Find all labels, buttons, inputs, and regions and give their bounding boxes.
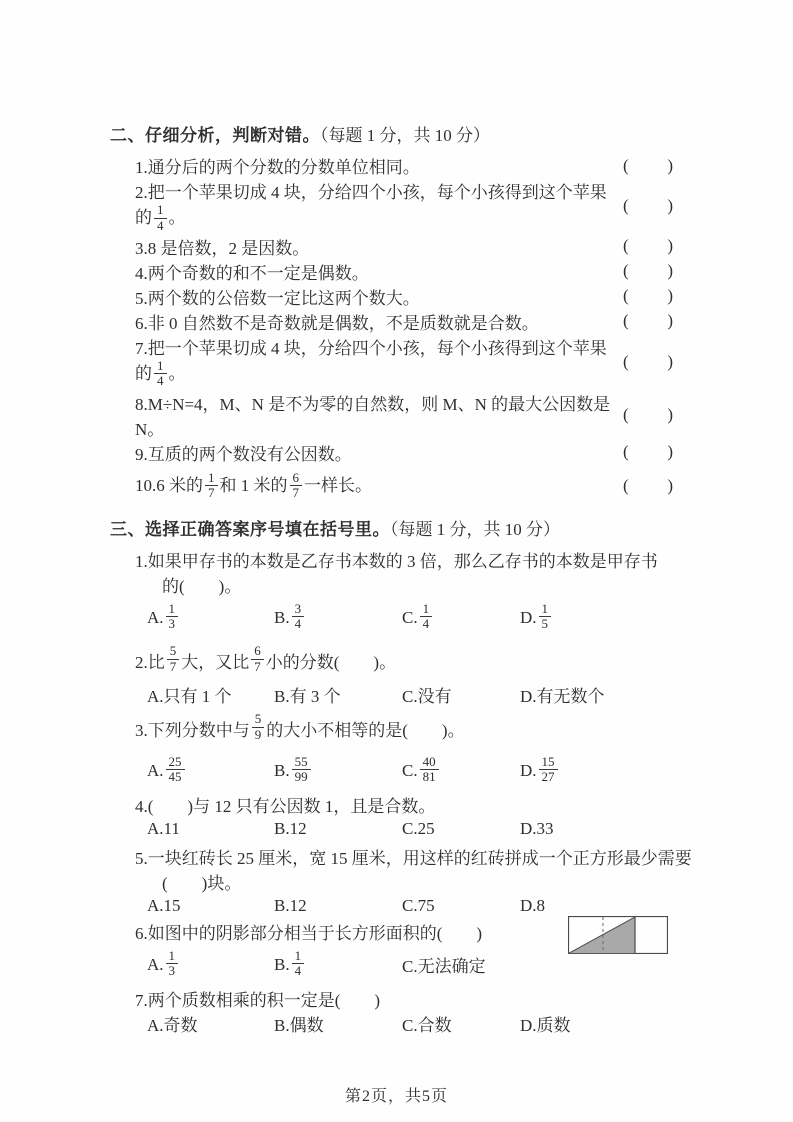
- judgment-items: [135, 153, 693, 508]
- option-d: D.有无数个: [520, 686, 605, 706]
- choice-question-3: [135, 707, 693, 792]
- rectangle-shaded-triangle-figure: [568, 916, 668, 959]
- bracket-open: (: [623, 236, 629, 256]
- question-stem: 5.一块红砖长 25 厘米，宽 15 厘米，用这样的红砖拼成一个正方形最少需要: [135, 848, 692, 868]
- fraction: $\frac{5}{7}$: [167, 644, 180, 674]
- option-c: C.25: [402, 819, 435, 839]
- bracket-open: (: [623, 442, 629, 462]
- fraction: $\frac{1}{7}$: [205, 471, 218, 501]
- option-d: D.质数: [520, 1015, 571, 1035]
- choice-question-6: [135, 919, 693, 986]
- bracket-close: ): [667, 236, 673, 256]
- answer-brackets: [623, 311, 673, 331]
- bracket-close: ): [667, 286, 673, 306]
- judge-item-text: 6.非 0 自然数不是奇数就是偶数，不是质数就是合数。: [135, 313, 539, 333]
- option-b: B.偶数: [274, 1015, 324, 1035]
- question-stem: 6.如图中的阴影部分相当于长方形面积的( ): [135, 923, 483, 943]
- fraction: $\frac{1}{4}$: [420, 602, 433, 632]
- options-row: [147, 682, 693, 707]
- choice-question-2: [135, 639, 693, 707]
- bracket-open: (: [623, 261, 629, 281]
- bracket-close: ): [667, 261, 673, 281]
- answer-brackets: [623, 236, 673, 256]
- fraction: $\frac{6}{7}$: [290, 471, 303, 501]
- section-judgment: [110, 123, 693, 508]
- bracket-open: (: [623, 155, 629, 175]
- option-a: A.奇数: [147, 1015, 198, 1035]
- answer-brackets: [623, 476, 673, 496]
- option-a: A. $\frac{1}{3}$: [147, 950, 274, 980]
- bracket-open: (: [623, 404, 629, 424]
- judge-item-10: [135, 465, 693, 508]
- judge-item-text: 9.互质的两个数没有公因数。: [135, 444, 352, 464]
- judge-item-5: [135, 284, 693, 309]
- judge-item-text: 3.8 是倍数，2 是因数。: [135, 238, 310, 258]
- bracket-open: (: [623, 351, 629, 371]
- judge-item-9: [135, 440, 693, 465]
- choice-questions: [135, 547, 693, 1036]
- answer-brackets: [623, 442, 673, 462]
- judge-item-1: [135, 153, 693, 178]
- bracket-open: (: [623, 476, 629, 496]
- section-title-note: （每题 1 分，共 10 分）: [390, 519, 560, 539]
- bracket-close: ): [667, 442, 673, 462]
- question-stem-cont: 的( )。: [162, 576, 242, 596]
- fraction: $\frac{1}{3}$: [166, 602, 179, 632]
- section-title-text: 三、选择正确答案序号填在括号里。: [110, 519, 390, 539]
- question-stem: 1.如果甲存书的本数是乙存书本数的 3 倍，那么乙存书的本数是甲存书: [135, 551, 658, 571]
- option-a: A.15: [147, 896, 181, 916]
- judge-item-text: 7.把一个苹果切成 4 块，分给四个小孩，每个小孩得到这个苹果的 $\frac{1}{4}$ 。: [135, 338, 607, 389]
- option-d: D.8: [520, 896, 546, 916]
- page-footer: [0, 1083, 793, 1106]
- choice-question-7: [135, 986, 693, 1036]
- option-a: A.11: [147, 819, 180, 839]
- judge-item-text: 4.两个奇数的和不一定是偶数。: [135, 263, 369, 283]
- answer-brackets: [623, 156, 673, 176]
- judge-item-4: [135, 259, 693, 284]
- bracket-close: ): [667, 351, 673, 371]
- question-stem: 2.比 $\frac{5}{7}$ 大，又比 $\frac{6}{7}$ 小的分数( )。: [135, 643, 397, 674]
- option-c: C. $\frac{1}{4}$: [402, 603, 520, 633]
- question-stem: 4.( )与 12 只有公因数 1，且是合数。: [135, 796, 436, 816]
- answer-brackets: [623, 196, 673, 216]
- option-b: B. $\frac{55}{99}$: [274, 756, 402, 786]
- option-d: D. $\frac{1}{5}$: [520, 603, 693, 633]
- option-c: C.75: [402, 896, 435, 916]
- fraction: $\frac{6}{7}$: [251, 644, 264, 674]
- judge-item-text: 10.6 米的 $\frac{1}{7}$ 和 1 米的 $\frac{6}{7}$ 一样长。: [135, 470, 372, 501]
- option-b: B.12: [274, 896, 307, 916]
- bracket-close: ): [667, 155, 673, 175]
- option-d: D. $\frac{15}{27}$: [520, 756, 693, 786]
- options-row: [147, 817, 693, 842]
- bracket-close: ): [667, 404, 673, 424]
- answer-brackets: [623, 352, 673, 372]
- option-c: C.没有: [402, 686, 452, 706]
- option-d: D.33: [520, 819, 554, 839]
- bracket-open: (: [623, 195, 629, 215]
- bracket-close: ): [667, 195, 673, 215]
- question-stem-cont: ( )块。: [162, 873, 242, 893]
- section-title-note: （每题 1 分，共 10 分）: [320, 126, 490, 145]
- options-row: [147, 597, 693, 639]
- option-a: A.只有 1 个: [147, 686, 232, 706]
- bracket-close: ): [667, 476, 673, 496]
- fraction: $\frac{5}{9}$: [252, 712, 265, 742]
- fraction: $\frac{55}{99}$: [292, 755, 311, 785]
- bracket-open: (: [623, 286, 629, 306]
- option-b: B.有 3 个: [274, 686, 341, 706]
- answer-brackets: [623, 286, 673, 306]
- bracket-close: ): [667, 311, 673, 331]
- option-c: C.合数: [402, 1015, 452, 1035]
- options-row: [147, 750, 693, 792]
- page-number: 第2页，共5页: [344, 1088, 448, 1105]
- answer-brackets: [623, 405, 673, 425]
- fraction: $\frac{1}{4}$: [154, 359, 167, 389]
- judge-item-text: 1.通分后的两个分数的分数单位相同。: [135, 158, 420, 177]
- fraction: $\frac{3}{4}$: [292, 602, 305, 632]
- option-c: C. $\frac{40}{81}$: [402, 756, 520, 786]
- option-b: B. $\frac{3}{4}$: [274, 603, 402, 633]
- section-choice-title: [110, 517, 693, 542]
- fraction: $\frac{15}{27}$: [539, 755, 558, 785]
- section-multiple-choice: [110, 517, 693, 1036]
- section-title-text: 二、仔细分析，判断对错。: [110, 126, 320, 145]
- fraction: $\frac{1}{5}$: [539, 602, 552, 632]
- answer-brackets: [623, 261, 673, 281]
- option-a: A. $\frac{1}{3}$: [147, 603, 274, 633]
- judge-item-6: [135, 309, 693, 334]
- bracket-open: (: [623, 311, 629, 331]
- option-c: C.无法确定: [402, 957, 486, 977]
- question-stem: 3.下列分数中与 $\frac{5}{9}$ 的大小不相等的是( )。: [135, 711, 465, 742]
- fraction: $\frac{40}{81}$: [420, 755, 439, 785]
- choice-question-5: [135, 844, 693, 919]
- fraction: $\frac{1}{4}$: [154, 203, 167, 233]
- options-row: [147, 1011, 693, 1036]
- judge-item-8: [135, 390, 693, 440]
- judge-item-text: 2.把一个苹果切成 4 块，分给四个小孩，每个小孩得到这个苹果的 $\frac{1}{4}$ 。: [135, 183, 607, 233]
- judge-item-2: [135, 178, 693, 234]
- judge-item-7: [135, 334, 693, 390]
- choice-question-4: [135, 792, 693, 842]
- fraction: $\frac{1}{3}$: [166, 949, 179, 979]
- option-a: A. $\frac{25}{45}$: [147, 756, 274, 786]
- option-b: B. $\frac{1}{4}$: [274, 950, 402, 980]
- choice-question-1: [135, 547, 693, 639]
- section-judgment-title: [110, 123, 693, 148]
- fraction: $\frac{25}{45}$: [166, 755, 185, 785]
- judge-item-text: 5.两个数的公倍数一定比这两个数大。: [135, 288, 420, 308]
- judge-item-text: 8.M÷N=4，M、N 是不为零的自然数，则 M、N 的最大公因数是 N。: [135, 394, 611, 439]
- option-b: B.12: [274, 819, 307, 839]
- question-stem: 7.两个质数相乘的积一定是( ): [135, 990, 381, 1010]
- fraction: $\frac{1}{4}$: [292, 949, 305, 979]
- judge-item-3: [135, 234, 693, 259]
